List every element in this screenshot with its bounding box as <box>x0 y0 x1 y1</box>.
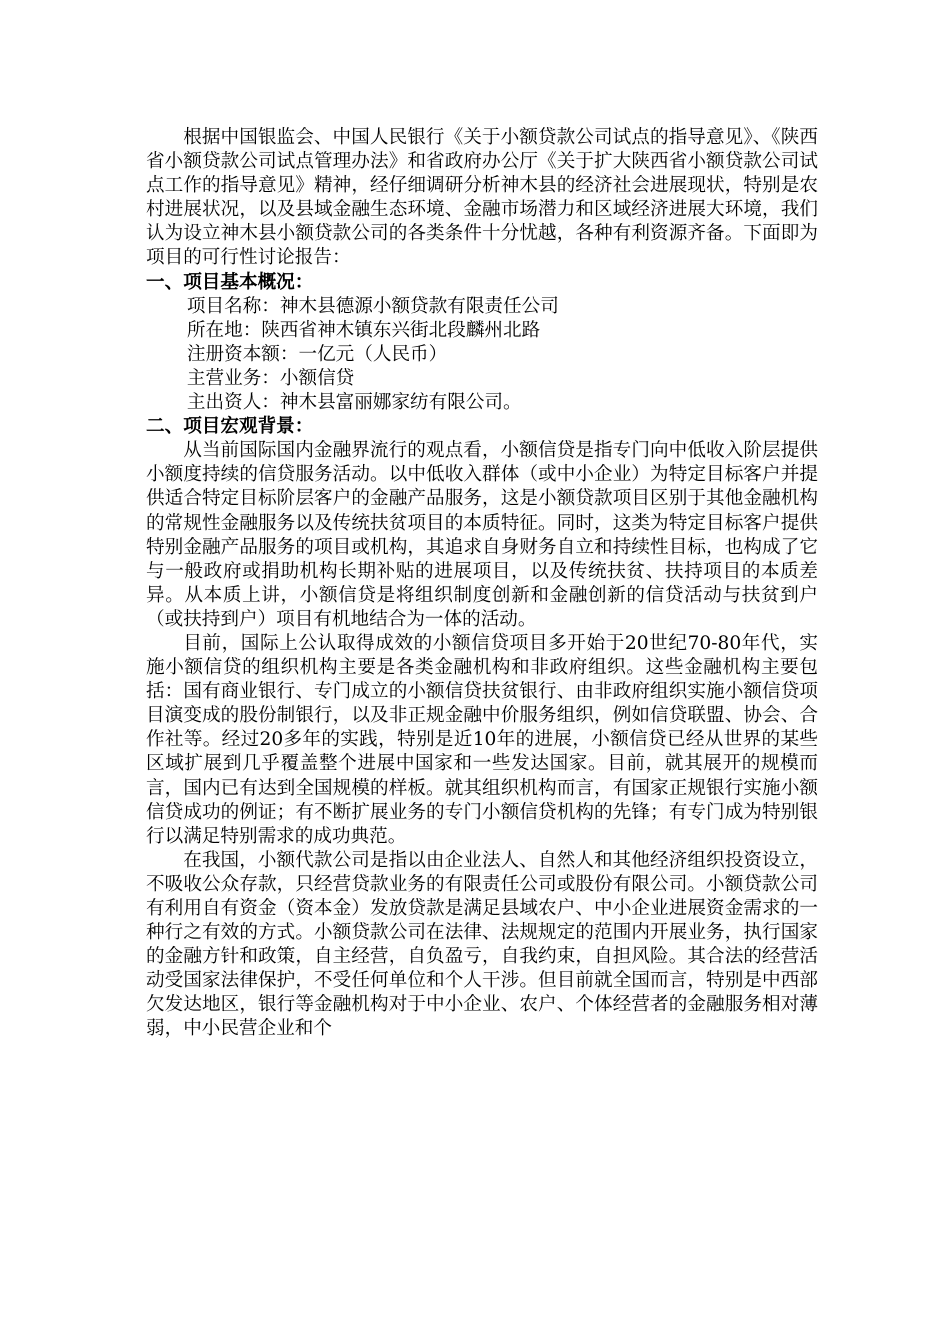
background-paragraph-1: 从当前国际国内金融界流行的观点看，小额信贷是指专门向中低收入阶层提供小额度持续的信贷服务活动。以中低收入群体（或中小企业）为特定目标客户并提供适合特定目标阶层客户的金融产品服务，这是小额贷款项目区别于其他金融机构的常规性金融服务以及传统扶贫项目的本质特征。同时，这类为特定目标客户提供特别金融产品服务的项目或机构，其追求自身财务自立和持续性目标，也构成了它与一般政府或捐助机构长期补贴的进展项目，以及传统扶贫、扶持项目的本质差异。从本质上讲，小额信贷是将组织制度创新和金融创新的信贷活动与扶贫到户（或扶持到户）项目有机地结合为一体的活动。 <box>146 440 818 630</box>
field-location: 所在地：陕西省神木镇东兴街北段麟州北路 <box>186 319 541 341</box>
field-registered-capital: 注册资本额：一亿元（人民币） <box>186 343 448 365</box>
field-main-investor: 主出资人：神木县富丽娜家纺有限公司。 <box>186 392 522 414</box>
document-page <box>146 126 818 1042</box>
section-heading-background: 二、项目宏观背景： <box>146 416 314 438</box>
intro-paragraph: 根据中国银监会、中国人民银行《关于小额贷款公司试点的指导意见》、《陕西省小额贷款公司试点管理办法》和省政府办公厅《关于扩大陕西省小额贷款公司试点工作的指导意见》精神，经仔细调研分析神木县的经济社会进展现状，特别是农村进展状况，以及县域金融生态环境、金融市场潜力和区域经济进展大环境，我们认为设立神木县小额贷款公司的各类条件十分忧越，各种有利资源齐备。下面即为项目的可行性讨论报告： <box>146 127 818 269</box>
field-project-name: 项目名称：神木县德源小额贷款有限责任公司 <box>186 295 559 317</box>
section-heading-overview: 一、项目基本概况： <box>146 271 314 293</box>
field-main-business: 主营业务：小额信贷 <box>186 367 355 389</box>
background-paragraph-2: 目前，国际上公认取得成效的小额信贷项目多开始于20世纪70-80年代，实施小额信贷的组织机构主要是各类金融机构和非政府组织。这些金融机构主要包括：国有商业银行、专门成立的小额信贷扶贫银行、由非政府组织实施小额信贷项目演变成的股份制银行，以及非正规金融中价服务组织，例如信贷联盟、协会、合作社等。经过20多年的实践，特别是近10年的进展，小额信贷已经从世界的某些区域扩展到几乎覆盖整个进展中国家和一些发达国家。目前，就其展开的规模而言，国内已有达到全国规模的样板。就其组织机构而言，有国家正规银行实施小额信贷成功的例证；有不断扩展业务的专门小额信贷机构的先锋；有专门成为特别银行以满足特别需求的成功典范。 <box>146 632 818 847</box>
background-paragraph-3: 在我国，小额代款公司是指以由企业法人、自然人和其他经济组织投资设立，不吸收公众存款，只经营贷款业务的有限责任公司或股份有限公司。小额贷款公司有利用自有资金（资本金）发放贷款是满足县域农户、中小企业进展资金需求的一种行之有效的方式。小额贷款公司在法律、法规规定的范围内开展业务，执行国家的金融方针和政策，自主经营，自负盈亏，自我约束，自担风险。其合法的经营活动受国家法律保护，不受任何单位和个人干涉。但目前就全国而言，特别是中西部欠发达地区，银行等金融机构对于中小企业、农户、个体经营者的金融服务相对薄弱，中小民营企业和个 <box>146 849 818 1040</box>
